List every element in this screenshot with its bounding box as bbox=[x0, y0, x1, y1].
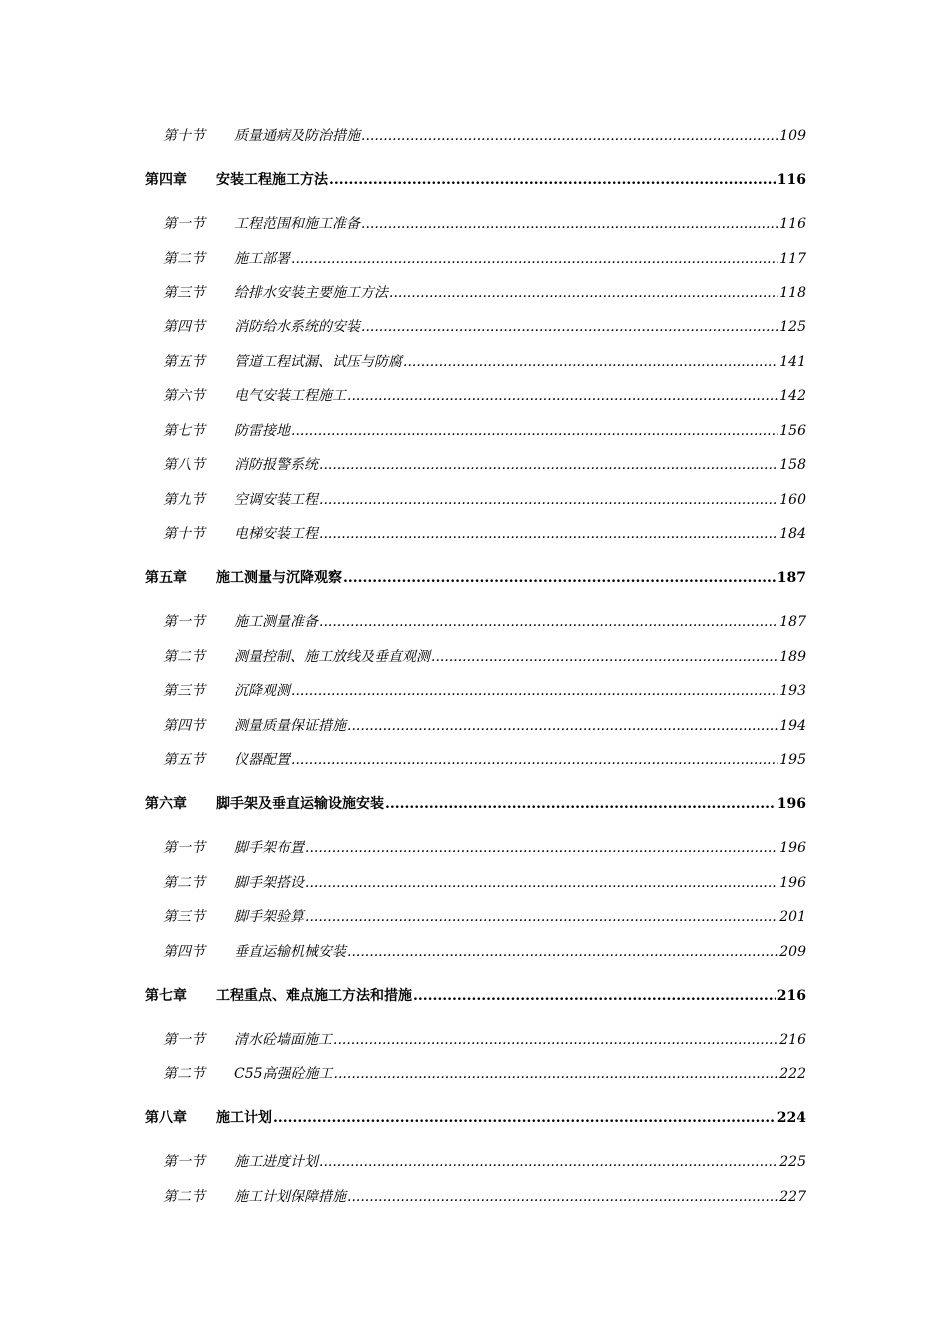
toc-row[interactable] bbox=[163, 611, 806, 633]
toc-dot-leader bbox=[291, 680, 778, 702]
toc-row-title: 给排水安装主要施工方法 bbox=[234, 285, 388, 301]
toc-row-number: 第四节 bbox=[163, 718, 205, 734]
toc-row[interactable] bbox=[145, 985, 806, 1007]
toc-row-number: 第四章 bbox=[145, 172, 187, 188]
toc-row-number: 第十节 bbox=[163, 526, 205, 542]
toc-dot-leader bbox=[291, 420, 778, 442]
toc-row-title: 工程重点、难点施工方法和措施 bbox=[216, 988, 412, 1004]
toc-row-title: 脚手架搭设 bbox=[234, 875, 304, 891]
toc-row-page: 196 bbox=[776, 796, 806, 812]
toc-row-page: 125 bbox=[779, 319, 806, 335]
toc-row[interactable] bbox=[163, 1151, 806, 1173]
toc-row[interactable] bbox=[163, 351, 806, 373]
toc-dot-leader bbox=[319, 1151, 778, 1173]
toc-dot-leader bbox=[361, 125, 778, 147]
toc-row-page: 225 bbox=[779, 1154, 806, 1170]
toc-dot-leader bbox=[385, 793, 776, 815]
toc-row-title: 电气安装工程施工 bbox=[234, 388, 346, 404]
toc-row-number: 第一节 bbox=[163, 216, 205, 232]
toc-row-number: 第五节 bbox=[163, 354, 205, 370]
toc-row-number: 第一节 bbox=[163, 614, 205, 630]
toc-row-title: 消防报警系统 bbox=[234, 457, 318, 473]
toc-row[interactable] bbox=[163, 749, 806, 771]
toc-dot-leader bbox=[347, 715, 778, 737]
toc-row-page: 193 bbox=[779, 683, 806, 699]
toc-row-number: 第一节 bbox=[163, 1154, 205, 1170]
toc-row[interactable] bbox=[163, 385, 806, 407]
toc-row-number: 第七章 bbox=[145, 988, 187, 1004]
toc-dot-leader bbox=[361, 316, 778, 338]
toc-row-title: 安装工程施工方法 bbox=[216, 172, 328, 188]
toc-dot-leader bbox=[305, 906, 778, 928]
toc-row[interactable] bbox=[163, 646, 806, 668]
toc-row[interactable] bbox=[163, 1186, 806, 1208]
toc-row-title: 施工测量与沉降观察 bbox=[216, 570, 342, 586]
toc-row-title: 施工进度计划 bbox=[234, 1154, 318, 1170]
toc-row[interactable] bbox=[163, 248, 806, 270]
toc-row[interactable] bbox=[163, 420, 806, 442]
toc-row-page: 201 bbox=[779, 909, 806, 925]
toc-row-number: 第四节 bbox=[163, 944, 205, 960]
toc-dot-leader bbox=[347, 1186, 778, 1208]
toc-row-page: 209 bbox=[779, 944, 806, 960]
toc-dot-leader bbox=[413, 985, 776, 1007]
toc-dot-leader bbox=[389, 282, 778, 304]
toc-row-page: 116 bbox=[779, 216, 806, 232]
toc-row-title: 消防给水系统的安装 bbox=[234, 319, 360, 335]
toc-dot-leader bbox=[305, 837, 778, 859]
toc-row-page: 216 bbox=[776, 988, 806, 1004]
toc-dot-leader bbox=[431, 646, 778, 668]
toc-row-title: 清水砼墙面施工 bbox=[234, 1032, 332, 1048]
toc-dot-leader bbox=[319, 489, 778, 511]
toc-row-number: 第二节 bbox=[163, 875, 205, 891]
toc-row[interactable] bbox=[163, 1063, 806, 1085]
toc-row[interactable] bbox=[163, 454, 806, 476]
toc-row-page: 160 bbox=[779, 492, 806, 508]
toc-row-title: 施工计划保障措施 bbox=[234, 1189, 346, 1205]
toc-row[interactable] bbox=[163, 680, 806, 702]
toc-row-title: 脚手架及垂直运输设施安装 bbox=[216, 796, 384, 812]
toc-row[interactable] bbox=[163, 125, 806, 147]
toc-row-title: 施工测量准备 bbox=[234, 614, 318, 630]
toc-row[interactable] bbox=[163, 1029, 806, 1051]
toc-row-page: 117 bbox=[779, 251, 806, 267]
toc-row-number: 第八章 bbox=[145, 1110, 187, 1126]
toc-row[interactable] bbox=[145, 567, 806, 589]
toc-row-number: 第一节 bbox=[163, 840, 205, 856]
toc-row-title: 质量通病及防治措施 bbox=[234, 128, 360, 144]
toc-row-page: 189 bbox=[779, 649, 806, 665]
toc-row-title: 电梯安装工程 bbox=[234, 526, 318, 542]
toc-row-page: 187 bbox=[776, 570, 806, 586]
toc-row[interactable] bbox=[163, 872, 806, 894]
toc-dot-leader bbox=[291, 248, 778, 270]
toc-row-page: 156 bbox=[779, 423, 806, 439]
toc-row-number: 第一节 bbox=[163, 1032, 205, 1048]
toc-row[interactable] bbox=[163, 715, 806, 737]
toc-row-number: 第八节 bbox=[163, 457, 205, 473]
toc-row-page: 187 bbox=[779, 614, 806, 630]
toc-row-title: 测量质量保证措施 bbox=[234, 718, 346, 734]
toc-row-title: 施工部署 bbox=[234, 251, 290, 267]
toc-row-number: 第二节 bbox=[163, 251, 205, 267]
toc-dot-leader bbox=[347, 385, 778, 407]
toc-row-number: 第六节 bbox=[163, 388, 205, 404]
toc-row-title: 脚手架验算 bbox=[234, 909, 304, 925]
toc-row-number: 第五章 bbox=[145, 570, 187, 586]
toc-row[interactable] bbox=[163, 213, 806, 235]
toc-row-page: 142 bbox=[779, 388, 806, 404]
toc-row-page: 158 bbox=[779, 457, 806, 473]
toc-row-page: 141 bbox=[779, 354, 806, 370]
toc-row-title: 工程范围和施工准备 bbox=[234, 216, 360, 232]
toc-dot-leader bbox=[305, 872, 778, 894]
toc-row[interactable] bbox=[163, 941, 806, 963]
toc-row-number: 第二节 bbox=[163, 1066, 205, 1082]
toc-row-page: 118 bbox=[779, 285, 806, 301]
toc-row-number: 第五节 bbox=[163, 752, 205, 768]
toc-dot-leader bbox=[343, 567, 776, 589]
toc-row-title: 脚手架布置 bbox=[234, 840, 304, 856]
toc-row-title: 管道工程试漏、试压与防腐 bbox=[234, 354, 402, 370]
toc-row[interactable] bbox=[145, 1107, 806, 1129]
toc-row-number: 第九节 bbox=[163, 492, 205, 508]
toc-dot-leader bbox=[347, 941, 778, 963]
toc-row-number: 第三节 bbox=[163, 909, 205, 925]
toc-row-title: 施工计划 bbox=[216, 1110, 272, 1126]
toc-row-page: 184 bbox=[779, 526, 806, 542]
toc-row[interactable] bbox=[163, 837, 806, 859]
toc-dot-leader bbox=[273, 1107, 776, 1129]
toc-row-title: 测量控制、施工放线及垂直观测 bbox=[234, 649, 430, 665]
toc-row-page: 216 bbox=[779, 1032, 806, 1048]
toc-row-title: 防雷接地 bbox=[234, 423, 290, 439]
toc-row[interactable] bbox=[163, 489, 806, 511]
toc-dot-leader bbox=[333, 1029, 778, 1051]
toc-row[interactable] bbox=[145, 169, 806, 191]
toc-row-title: 沉降观测 bbox=[234, 683, 290, 699]
toc-dot-leader bbox=[329, 169, 776, 191]
toc-row-number: 第二节 bbox=[163, 1189, 205, 1205]
toc-row-title: 空调安装工程 bbox=[234, 492, 318, 508]
toc-row-title: 垂直运输机械安装 bbox=[234, 944, 346, 960]
toc-dot-leader bbox=[319, 523, 778, 545]
toc-dot-leader bbox=[361, 213, 778, 235]
toc-dot-leader bbox=[403, 351, 778, 373]
toc-row-page: 116 bbox=[776, 172, 806, 188]
toc-row-title: 仪器配置 bbox=[234, 752, 290, 768]
toc-row-page: 227 bbox=[779, 1189, 806, 1205]
toc-row-page: 195 bbox=[779, 752, 806, 768]
toc-row-title: C55高强砼施工 bbox=[234, 1066, 333, 1082]
toc-row[interactable] bbox=[163, 316, 806, 338]
toc-row-number: 第三节 bbox=[163, 285, 205, 301]
toc-dot-leader bbox=[319, 611, 778, 633]
toc-row-number: 第十节 bbox=[163, 128, 205, 144]
toc-row[interactable] bbox=[163, 282, 806, 304]
toc-row-number: 第七节 bbox=[163, 423, 205, 439]
toc-dot-leader bbox=[291, 749, 778, 771]
toc-row-number: 第二节 bbox=[163, 649, 205, 665]
toc-dot-leader bbox=[334, 1063, 779, 1085]
toc-row-page: 196 bbox=[779, 875, 806, 891]
toc-row[interactable] bbox=[163, 523, 806, 545]
toc-row-page: 222 bbox=[779, 1066, 806, 1082]
toc-row-page: 109 bbox=[779, 128, 806, 144]
toc-row-page: 196 bbox=[779, 840, 806, 856]
toc-row[interactable] bbox=[145, 793, 806, 815]
toc-row-page: 224 bbox=[776, 1110, 806, 1126]
toc-row[interactable] bbox=[163, 906, 806, 928]
toc-row-page: 194 bbox=[779, 718, 806, 734]
toc-row-number: 第四节 bbox=[163, 319, 205, 335]
toc-row-number: 第三节 bbox=[163, 683, 205, 699]
toc-dot-leader bbox=[319, 454, 778, 476]
toc-row-number: 第六章 bbox=[145, 796, 187, 812]
